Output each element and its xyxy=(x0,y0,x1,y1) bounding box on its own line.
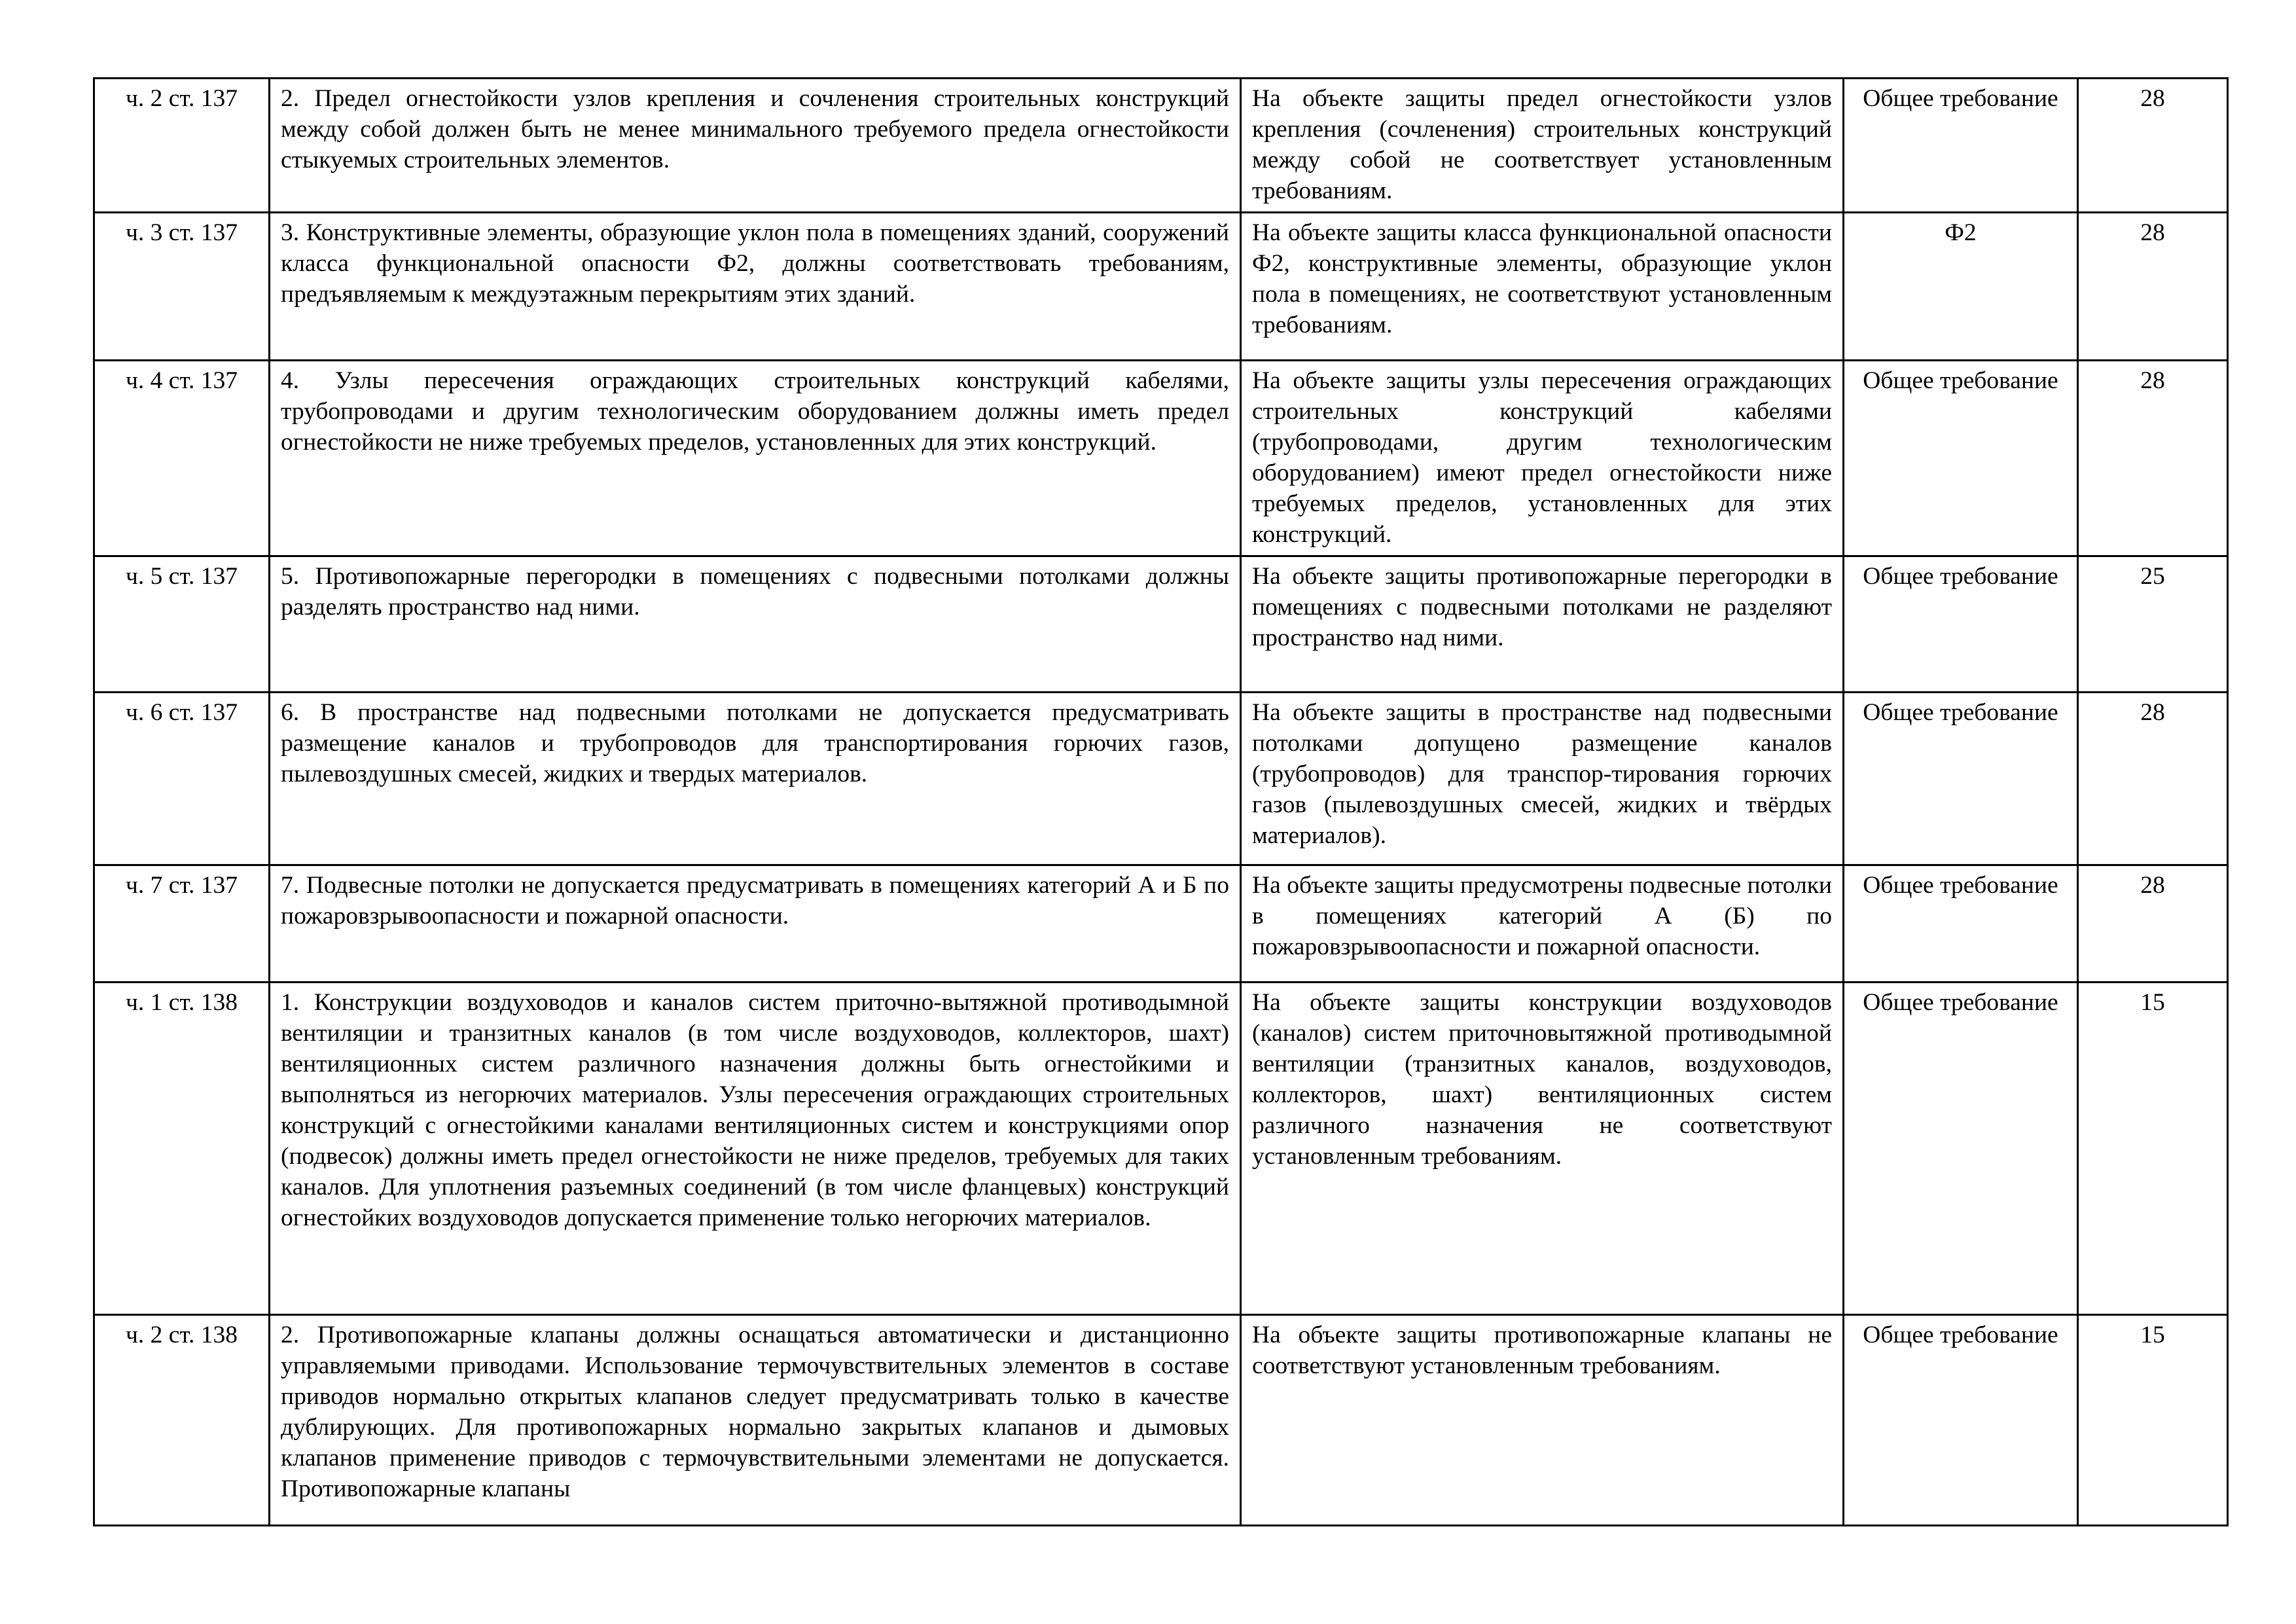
score-cell: 28 xyxy=(2078,361,2228,556)
table-row xyxy=(94,1315,2228,1526)
violation-cell: На объекте защиты в пространстве над подвесными потолками допущено размещение каналов (трубопроводов) для транспор-тирования горючих газов (пылевоздушных смесей, жидких и твёрдых материалов). xyxy=(1241,693,1844,865)
article-ref-cell: ч. 1 ст. 138 xyxy=(94,983,270,1315)
table-row xyxy=(94,213,2228,361)
document-page xyxy=(93,77,2227,1526)
violation-cell: На объекте защиты противопожарные перегородки в помещениях с подвесными потолками не разделяют пространство над ними. xyxy=(1241,556,1844,693)
article-ref-cell: ч. 4 ст. 137 xyxy=(94,361,270,556)
object-class-cell: Общее требование xyxy=(1844,693,2078,865)
requirement-cell: 4. Узлы пересечения ограждающих строительных конструкций кабелями, трубопроводами и другим технологическим оборудованием должны иметь предел огнестойкости не ниже требуемых пределов, установленных для этих конструкций. xyxy=(270,361,1241,556)
object-class-cell: Общее требование xyxy=(1844,865,2078,983)
requirement-cell: 6. В пространстве над подвесными потолками не допускается предусматривать размещение каналов и трубопроводов для транспортирования горючих газов, пылевоздушных смесей, жидких и твердых материалов. xyxy=(270,693,1241,865)
violation-cell: На объекте защиты конструкции воздуховодов (каналов) систем приточновытяжной противодымной вентиляции (транзитных каналов, воздуховодов, коллекторов, шахт) вентиляционных систем различного назначения не соответствуют установленным требованиям. xyxy=(1241,983,1844,1315)
requirement-cell: 5. Противопожарные перегородки в помещениях с подвесными потолками должны разделять пространство над ними. xyxy=(270,556,1241,693)
requirement-cell: 3. Конструктивные элементы, образующие уклон пола в помещениях зданий, сооружений класса функциональной опасности Ф2, должны соответствовать требованиям, предъявляемым к междуэтажным перекрытиям этих зданий. xyxy=(270,213,1241,361)
score-cell: 28 xyxy=(2078,79,2228,213)
object-class-cell: Общее требование xyxy=(1844,361,2078,556)
article-ref-cell: ч. 6 ст. 137 xyxy=(94,693,270,865)
score-cell: 28 xyxy=(2078,213,2228,361)
object-class-cell: Общее требование xyxy=(1844,556,2078,693)
article-ref-cell: ч. 2 ст. 137 xyxy=(94,79,270,213)
violation-cell: На объекте защиты предусмотрены подвесные потолки в помещениях категорий А (Б) по пожаровзрывоопасности и пожарной опасности. xyxy=(1241,865,1844,983)
violation-cell: На объекте защиты предел огнестойкости узлов крепления (сочленения) строительных конструкций между собой не соответствует установленным требованиям. xyxy=(1241,79,1844,213)
table-row xyxy=(94,693,2228,865)
requirement-cell: 2. Предел огнестойкости узлов крепления и сочленения строительных конструкций между собой должен быть не менее минимального требуемого предела огнестойкости стыкуемых строительных элементов. xyxy=(270,79,1241,213)
violation-cell: На объекте защиты противопожарные клапаны не соответствуют установленным требованиям. xyxy=(1241,1315,1844,1526)
requirements-table xyxy=(93,77,2229,1526)
object-class-cell: Ф2 xyxy=(1844,213,2078,361)
table-row xyxy=(94,865,2228,983)
score-cell: 15 xyxy=(2078,1315,2228,1526)
requirement-cell: 1. Конструкции воздуховодов и каналов систем приточно-вытяжной противодымной вентиляции и транзитных каналов (в том числе воздуховодов, коллекторов, шахт) вентиляционных систем различного назначения должны быть огнестойкими и выполняться из негорючих материалов. Узлы пересечения ограждающих строительных конструкций с огнестойкими каналами вентиляционных систем и конструкциями опор (подвесок) должны иметь предел огнестойкости не ниже пределов, требуемых для таких каналов. Для уплотнения разъемных соединений (в том числе фланцевых) конструкций огнестойких воздуховодов допускается применение только негорючих материалов. xyxy=(270,983,1241,1315)
requirement-cell: 2. Противопожарные клапаны должны оснащаться автоматически и дистанционно управляемыми приводами. Использование термочувствительных элементов в составе приводов нормально открытых клапанов следует предусматривать только в качестве дублирующих. Для противопожарных нормально закрытых клапанов и дымовых клапанов применение приводов с термочувствительными элементами не допускается. Противопожарные клапаны xyxy=(270,1315,1241,1526)
table-row xyxy=(94,556,2228,693)
article-ref-cell: ч. 2 ст. 138 xyxy=(94,1315,270,1526)
table-row xyxy=(94,79,2228,213)
score-cell: 28 xyxy=(2078,693,2228,865)
violation-cell: На объекте защиты класса функциональной опасности Ф2, конструктивные элементы, образующие уклон пола в помещениях, не соответствуют установленным требованиям. xyxy=(1241,213,1844,361)
score-cell: 15 xyxy=(2078,983,2228,1315)
object-class-cell: Общее требование xyxy=(1844,79,2078,213)
article-ref-cell: ч. 5 ст. 137 xyxy=(94,556,270,693)
object-class-cell: Общее требование xyxy=(1844,983,2078,1315)
article-ref-cell: ч. 7 ст. 137 xyxy=(94,865,270,983)
table-row xyxy=(94,983,2228,1315)
requirement-cell: 7. Подвесные потолки не допускается предусматривать в помещениях категорий А и Б по пожаровзрывоопасности и пожарной опасности. xyxy=(270,865,1241,983)
score-cell: 25 xyxy=(2078,556,2228,693)
score-cell: 28 xyxy=(2078,865,2228,983)
table-row xyxy=(94,361,2228,556)
violation-cell: На объекте защиты узлы пересечения ограждающих строительных конструкций кабелями (трубопроводами, другим технологическим оборудованием) имеют предел огнестойкости ниже требуемых пределов, установленных для этих конструкций. xyxy=(1241,361,1844,556)
object-class-cell: Общее требование xyxy=(1844,1315,2078,1526)
article-ref-cell: ч. 3 ст. 137 xyxy=(94,213,270,361)
